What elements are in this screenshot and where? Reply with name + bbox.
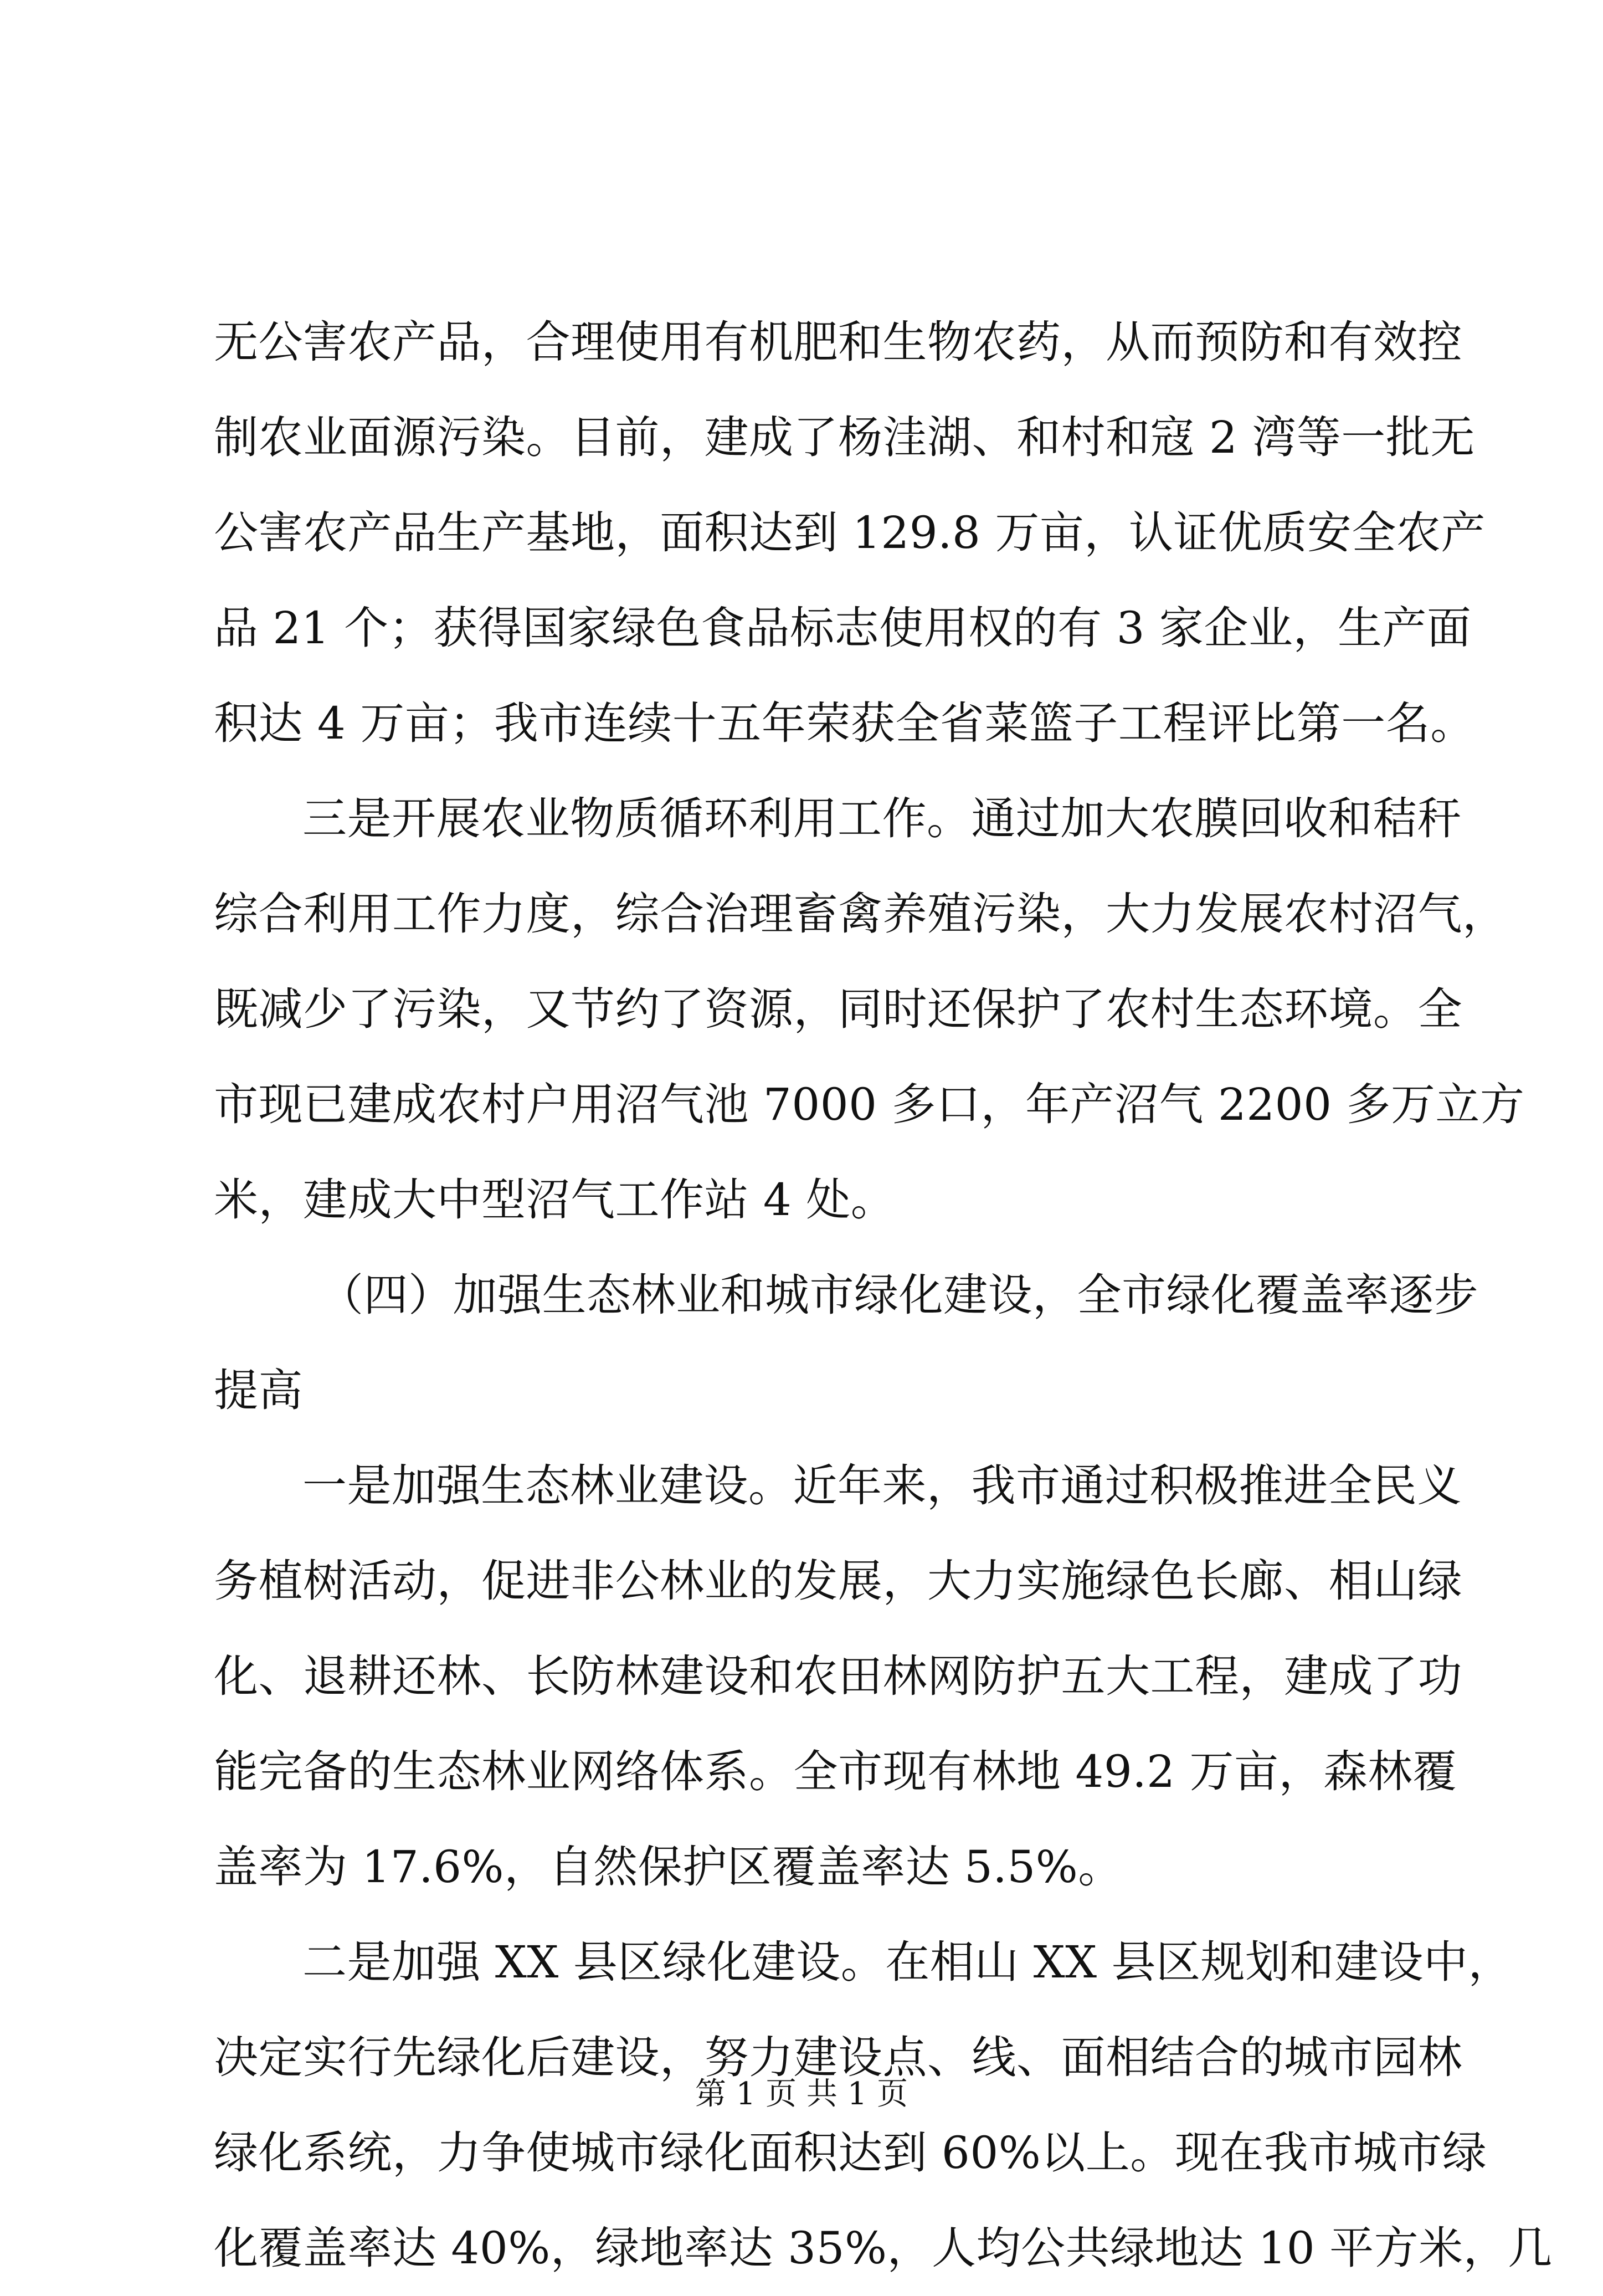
- paragraph-start-line: 三是开展农业物质循环利用工作。通过加大农膜回收和秸秆: [302, 793, 1462, 844]
- text-line: 化覆盖率达 40%，绿地率达 35%，人均公共绿地达 10 平方米，几: [214, 2222, 1553, 2274]
- text-line: 无公害农产品，合理使用有机肥和生物农药，从而预防和有效控: [214, 316, 1462, 368]
- text-line: 市现已建成农村户用沼气池 7000 多口，年产沼气 2200 多万立方: [214, 1079, 1525, 1130]
- text-line: 务植树活动，促进非公林业的发展，大力实施绿色长廊、相山绿: [214, 1555, 1462, 1607]
- text-line: 品 21 个；获得国家绿色食品标志使用权的有 3 家企业，生产面: [214, 602, 1472, 654]
- page-number: 第 1 页 共 1 页: [695, 2076, 908, 2112]
- section-heading: （四）加强生态林业和城市绿化建设，全市绿化覆盖率逐步: [319, 1269, 1478, 1321]
- paragraph-start-line: 二是加强 XX 县区绿化建设。在相山 XX 县区规划和建设中，: [302, 1936, 1513, 1988]
- page-footer: [0, 2072, 1603, 2116]
- paragraph-start-line: 一是加强生态林业建设。近年来，我市通过积极推进全民义: [302, 1460, 1462, 1511]
- section-heading-continuation: 提高: [214, 1365, 303, 1416]
- text-line: 公害农产品生产基地，面积达到 129.8 万亩，认证优质安全农产: [214, 507, 1486, 558]
- text-line: 能完备的生态林业网络体系。全市现有林地 49.2 万亩，森林覆: [214, 1746, 1457, 1797]
- text-line: 盖率为 17.6%，自然保护区覆盖率达 5.5%。: [214, 1841, 1123, 1893]
- text-line: 积达 4 万亩；我市连续十五年荣获全省菜篮子工程评比第一名。: [214, 698, 1475, 749]
- text-line: 综合利用工作力度，综合治理畜禽养殖污染，大力发展农村沼气，: [214, 888, 1507, 940]
- document-body: [214, 295, 1553, 2296]
- text-line: 既减少了污染，又节约了资源，同时还保护了农村生态环境。全: [214, 983, 1462, 1035]
- text-line: 决定实行先绿化后建设，努力建设点、线、面相结合的城市园林: [214, 2032, 1462, 2083]
- text-line: 制农业面源污染。目前，建成了杨洼湖、和村和寇 2 湾等一批无: [214, 412, 1475, 463]
- text-line: 化、退耕还林、长防林建设和农田林网防护五大工程，建成了功: [214, 1651, 1462, 1702]
- text-line: 米，建成大中型沼气工作站 4 处。: [214, 1174, 896, 1226]
- text-line: 绿化系统，力争使城市绿化面积达到 60%以上。现在我市城市绿: [214, 2127, 1487, 2179]
